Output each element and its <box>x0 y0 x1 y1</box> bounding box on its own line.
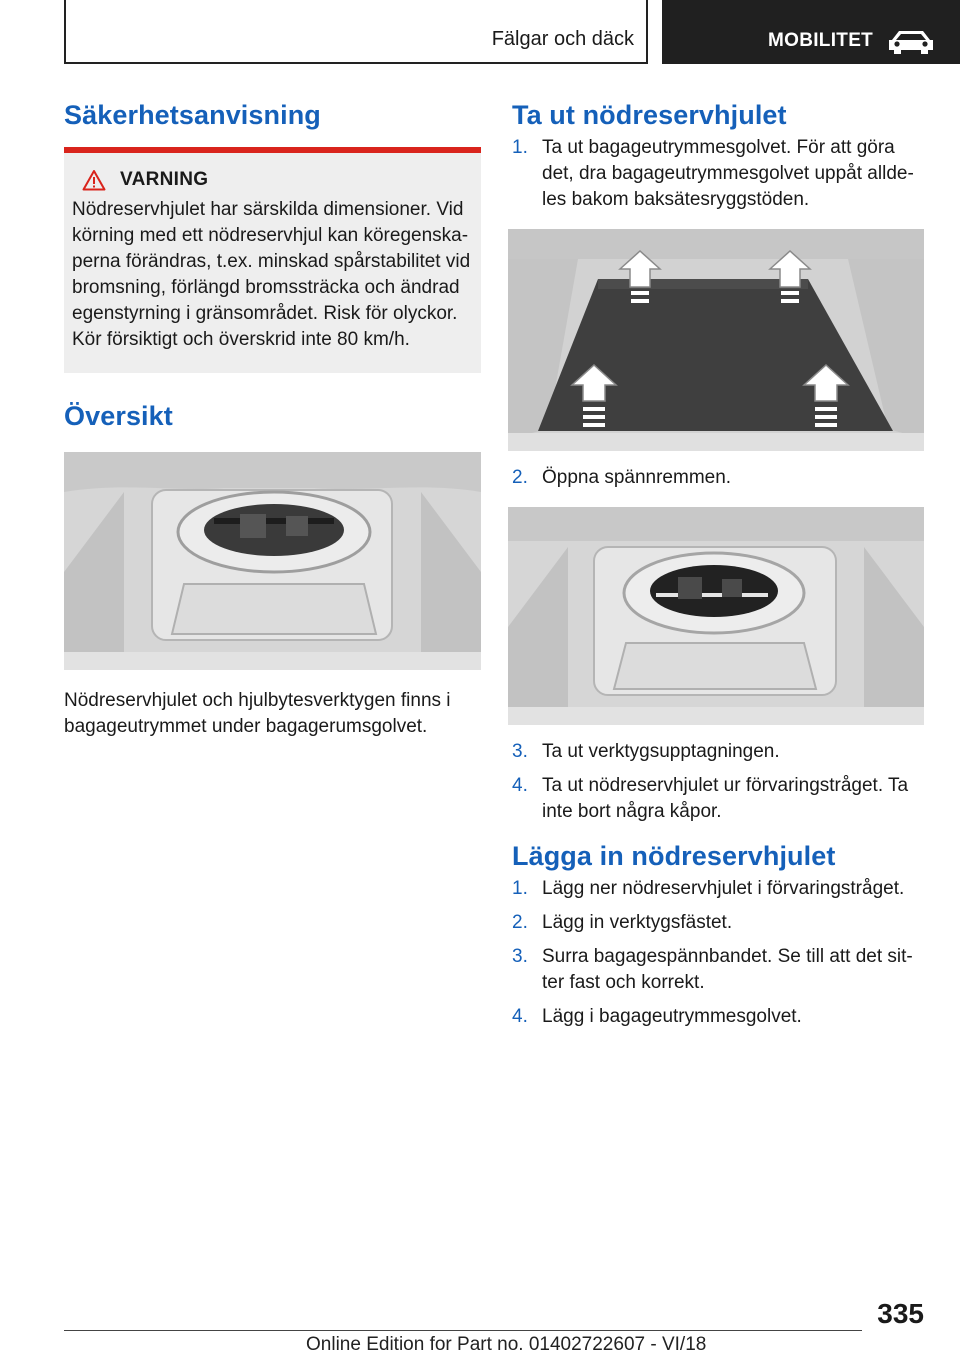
insert-step-3 <box>512 944 924 996</box>
step-text: Lägg in verktygsfästet. <box>542 912 733 933</box>
right-column <box>512 100 924 1038</box>
remove-step-2 <box>512 465 924 491</box>
step-text: Lägg i bagageutrymmesgolvet. <box>542 1006 802 1027</box>
step-text: Öppna spännremmen. <box>542 467 732 488</box>
trunk-floor-photo <box>508 229 924 451</box>
step-text: Ta ut nödreservhjulet ur förvaringstråget. Ta inte bort några kåpor. <box>542 775 909 822</box>
step-text: Surra bagagespännbandet. Se till att det sitter fast och korrekt. <box>542 946 913 993</box>
overview-text: Nödreservhjulet och hjulbytesverktygen finns i bagageutrymmet under bagagerumsgolvet. <box>64 690 451 737</box>
remove-steps-list-c <box>512 739 924 825</box>
remove-step-1 <box>512 135 924 213</box>
header-section-title: Fälgar och däck <box>491 28 634 50</box>
remove-step-4 <box>512 773 924 825</box>
insert-steps-list <box>512 876 924 1030</box>
header-chapter-title: MOBILITET <box>768 30 874 51</box>
step-number: 4. <box>512 775 528 796</box>
safety-heading: Säkerhetsanvisning <box>64 100 321 130</box>
warning-box <box>64 153 481 373</box>
step-number: 4. <box>512 1006 528 1027</box>
insert-step-4 <box>512 1004 924 1030</box>
page-number: 335 <box>877 1298 924 1329</box>
step-text: Lägg ner nödreservhjulet i förvaringstråget. <box>542 878 905 899</box>
warning-title-row <box>82 169 471 191</box>
step-text: Ta ut verktygsupptagningen. <box>542 741 780 762</box>
warning-text: Nödreservhjulet har särskilda dimensioner. Vid körning med ett nödreservhjul kan köregenskaperna förändras, t.ex. minskad spårstabilitet vid bromsning, förlängd bromssträcka och ändrad egenstyrning i gränsområdet. Risk för olyckor. Kör försiktigt och överskrid inte 80 km/h. <box>72 199 471 350</box>
footer-rule <box>64 1330 862 1331</box>
left-column <box>64 100 481 740</box>
step-number: 3. <box>512 741 528 762</box>
insert-step-1 <box>512 876 924 902</box>
car-icon <box>886 28 936 56</box>
warning-triangle-icon <box>82 169 106 191</box>
footer-edition: Online Edition for Part no. 01402722607 - VI/18 <box>306 1334 707 1355</box>
spare-wheel-strap-photo <box>508 507 924 725</box>
insert-step-2 <box>512 910 924 936</box>
remove-heading: Ta ut nödreservhjulet <box>512 100 787 130</box>
spare-wheel-overview-photo <box>64 452 481 670</box>
insert-heading: Lägga in nödreservhjulet <box>512 841 836 871</box>
remove-steps-list-b <box>512 465 924 491</box>
header-section-box <box>64 0 648 64</box>
step-text: Ta ut bagageutrymmesgolvet. För att göra det, dra bagageutrymmesgolvet uppåt alldeles bakom baksätesryggstöden. <box>542 137 914 210</box>
remove-steps-list-a <box>512 135 924 213</box>
overview-heading: Översikt <box>64 401 173 431</box>
step-number: 1. <box>512 878 528 899</box>
warning-title: VARNING <box>120 169 209 190</box>
step-number: 1. <box>512 137 528 158</box>
step-number: 3. <box>512 946 528 967</box>
header-chapter-tab <box>662 0 960 64</box>
step-number: 2. <box>512 467 528 488</box>
step-number: 2. <box>512 912 528 933</box>
remove-step-3 <box>512 739 924 765</box>
